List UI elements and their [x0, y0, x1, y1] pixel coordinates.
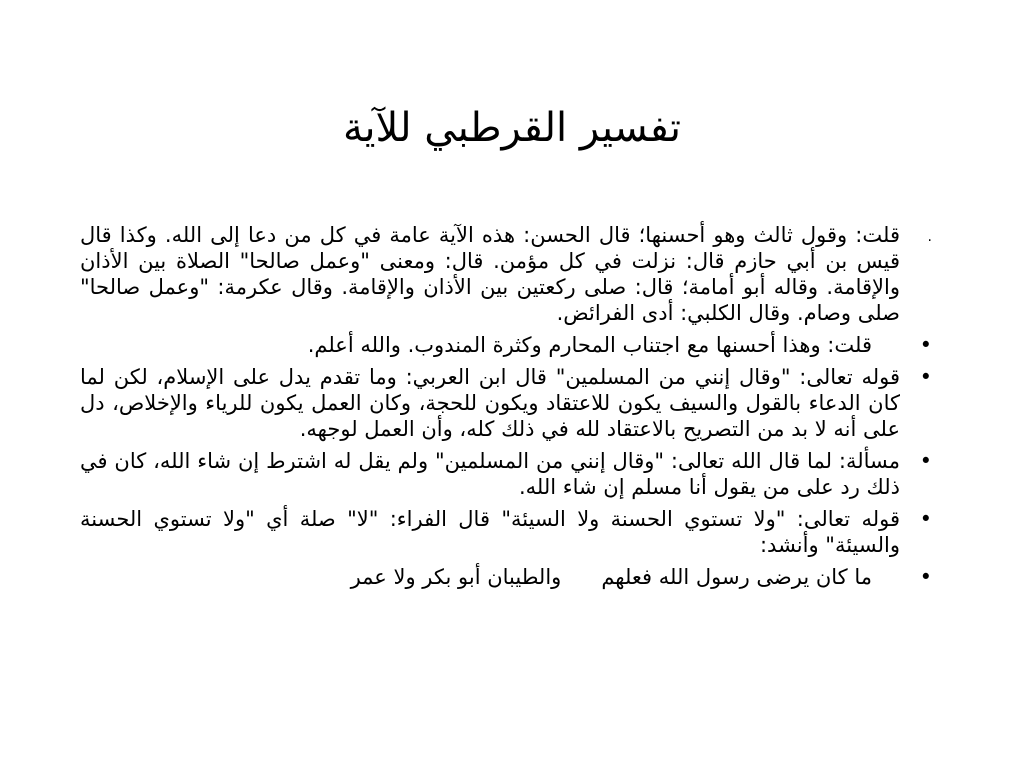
list-item [80, 364, 932, 442]
slide-title: تفسير القرطبي للآية [342, 105, 682, 151]
list-item [80, 448, 932, 500]
bullet-marker: • [919, 449, 932, 473]
bullet-marker: • [919, 565, 932, 589]
list-item [80, 332, 932, 358]
list-item-text: قوله تعالى: "ولا تستوي الحسنة ولا السيئة" قال الفراء: "لا" صلة أي "ولا تستوي الحسنة والسيئة" وأنشد: [80, 507, 900, 557]
list-item-text: مسألة: لما قال الله تعالى: "وقال إنني من المسلمين" ولم يقل له اشترط إن شاء الله، كان في ذلك رد على من يقول أنا مسلم إن شاء الله. [80, 449, 900, 499]
bullet-marker: . [927, 229, 932, 245]
slide-content [80, 222, 932, 596]
verse-first-half: ما كان يرضى رسول الله فعلهم [601, 565, 872, 589]
verse-second-half: والطيبان أبو بكر ولا عمر [350, 565, 562, 589]
list-item-intro [80, 222, 932, 326]
list-item [80, 506, 932, 558]
bullet-marker: • [919, 333, 932, 357]
bullet-marker: • [919, 365, 932, 389]
list-item-text: قوله تعالى: "وقال إنني من المسلمين" قال ابن العربي: وما تقدم يدل على الإسلام، لكن لما كان الدعاء بالقول والسيف يكون للاعتقاد ويكون للحجة، وكان العمل يكون للرياء والإخلاص، دل على أنه لا بد من التصريح بالاعتقاد لله في ذلك كله، وأن العمل لوجهه. [80, 365, 900, 441]
bullet-marker: • [919, 507, 932, 531]
list-item-text: قلت: وقول ثالث وهو أحسنها؛ قال الحسن: هذه الآية عامة في كل من دعا إلى الله. وكذا قال قيس بن أبي حازم قال: نزلت في كل مؤمن. قال: ومعنى "وعمل صالحا" الصلاة بين الأذان والإقامة. وقاله أبو أمامة؛ قال: صلى ركعتين بين الأذان والإقامة. وقال عكرمة: "وعمل صالحا" صلى وصام. وقال الكلبي: أدى الفرائض. [80, 223, 900, 325]
bullet-list [80, 222, 932, 590]
verse-item [80, 564, 932, 590]
list-item-text: قلت: وهذا أحسنها مع اجتناب المحارم وكثرة المندوب. والله أعلم. [307, 333, 872, 357]
